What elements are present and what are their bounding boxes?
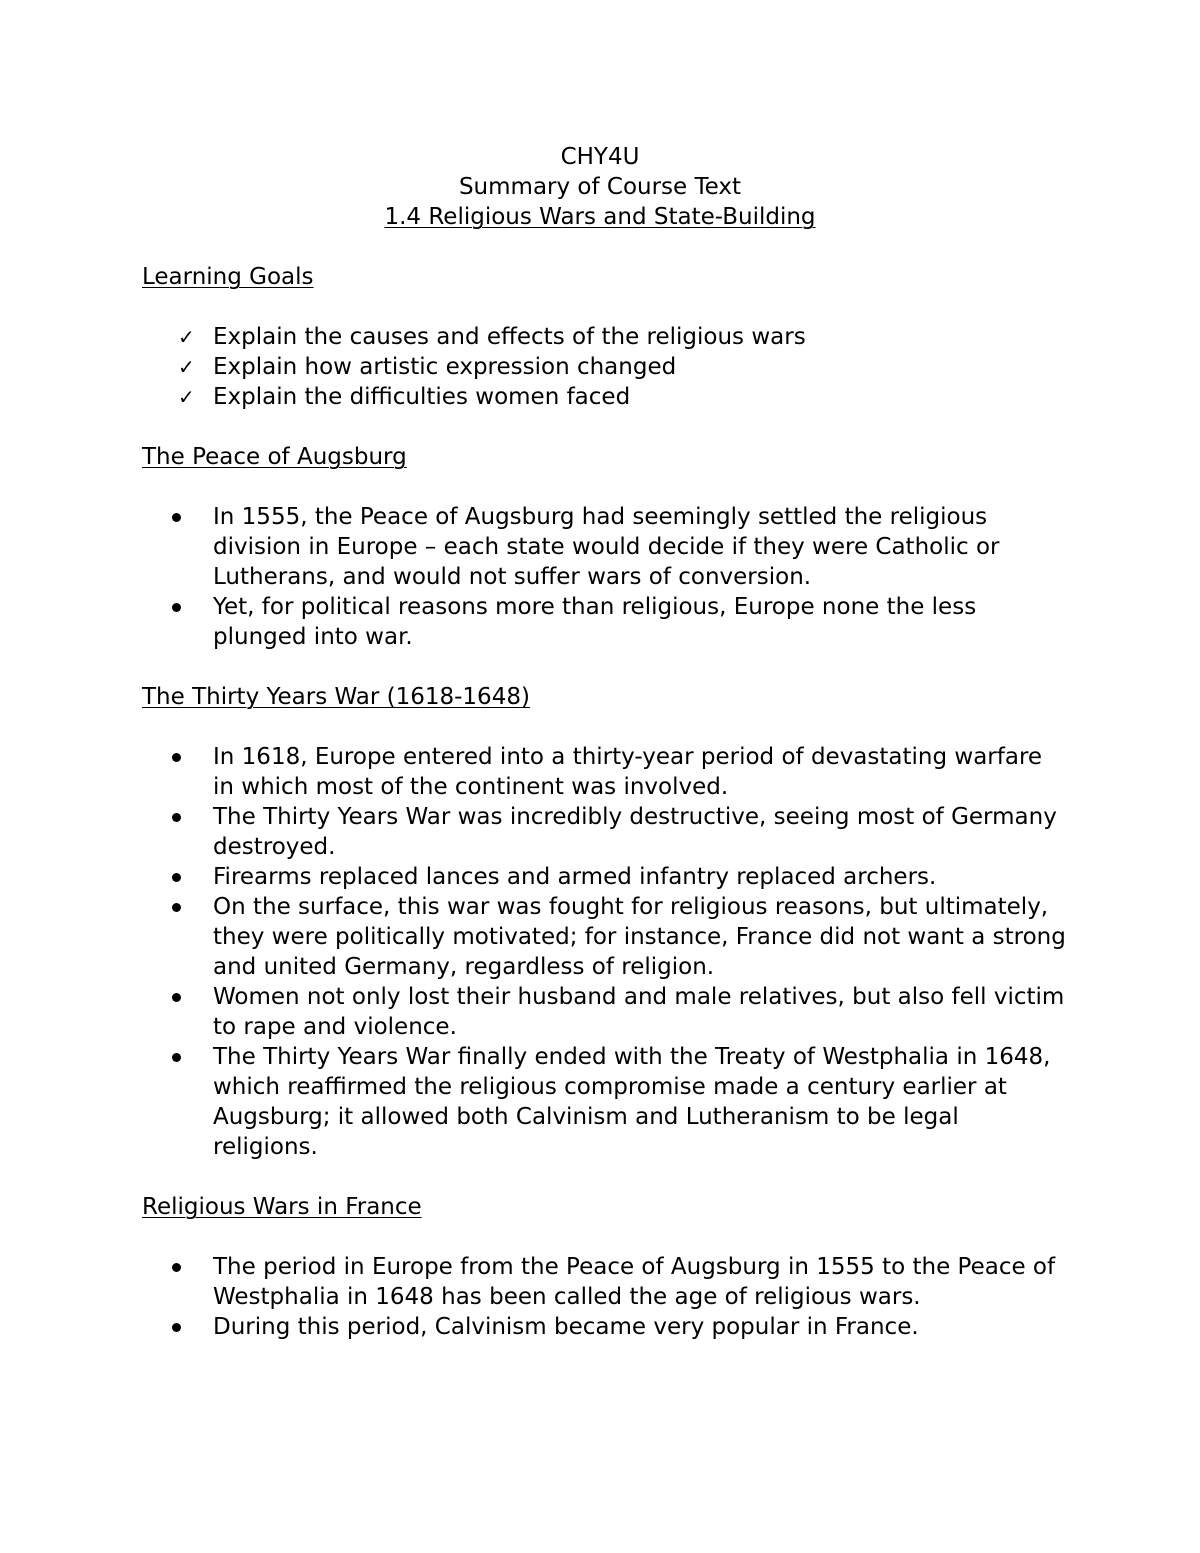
augsburg-heading: The Peace of Augsburg bbox=[142, 444, 407, 470]
list-item: ✓ Explain how artistic expression changed bbox=[178, 354, 677, 380]
list-item: On the surface, this war was fought for religious reasons, but ultimately, they were politically motivated; for instance, France did not want a strong and united Germany, regardless of religion. bbox=[142, 892, 1070, 982]
bullet-dot-icon bbox=[172, 1263, 181, 1272]
france-list bbox=[142, 1252, 1070, 1342]
list-item: Yet, for political reasons more than religious, Europe none the less plunged into war. bbox=[142, 592, 1070, 652]
course-code: CHY4U bbox=[560, 144, 640, 170]
check-mark-icon: ✓ bbox=[178, 355, 195, 379]
list-item: Firearms replaced lances and armed infantry replaced archers. bbox=[142, 862, 1070, 892]
document-subtitle: Summary of Course Text bbox=[458, 174, 742, 200]
check-mark-icon: ✓ bbox=[178, 385, 195, 409]
list-item: ✓ Explain the causes and effects of the religious wars bbox=[178, 324, 806, 350]
list-item: The Thirty Years War finally ended with the Treaty of Westphalia in 1648, which reaffirmed the religious compromise made a century earlier at Augsburg; it allowed both Calvinism and Lutheranism to be legal religions. bbox=[142, 1042, 1070, 1162]
list-item: During this period, Calvinism became very popular in France. bbox=[142, 1312, 1070, 1342]
list-item: ✓ Explain the difficulties women faced bbox=[178, 384, 631, 410]
bullet-dot-icon bbox=[172, 993, 181, 1002]
bullet-dot-icon bbox=[172, 513, 181, 522]
bullet-dot-icon bbox=[172, 903, 181, 912]
check-mark-icon: ✓ bbox=[178, 325, 195, 349]
thirty-years-list bbox=[142, 742, 1070, 1162]
bullet-dot-icon bbox=[172, 873, 181, 882]
list-item: Women not only lost their husband and male relatives, but also fell victim to rape and violence. bbox=[142, 982, 1070, 1042]
bullet-dot-icon bbox=[172, 753, 181, 762]
france-heading: Religious Wars in France bbox=[142, 1194, 422, 1220]
bullet-dot-icon bbox=[172, 813, 181, 822]
list-item: The Thirty Years War was incredibly destructive, seeing most of Germany destroyed. bbox=[142, 802, 1070, 862]
bullet-dot-icon bbox=[172, 1323, 181, 1332]
list-item: The period in Europe from the Peace of Augsburg in 1555 to the Peace of Westphalia in 1648 has been called the age of religious wars. bbox=[142, 1252, 1070, 1312]
learning-goals-list bbox=[142, 322, 1070, 412]
bullet-dot-icon bbox=[172, 603, 181, 612]
thirty-years-heading: The Thirty Years War (1618-1648) bbox=[142, 684, 530, 710]
chapter-title: 1.4 Religious Wars and State-Building bbox=[384, 204, 816, 230]
augsburg-list bbox=[142, 502, 1070, 652]
list-item: In 1618, Europe entered into a thirty-year period of devastating warfare in which most of the continent was involved. bbox=[142, 742, 1070, 802]
bullet-dot-icon bbox=[172, 1053, 181, 1062]
list-item: In 1555, the Peace of Augsburg had seemingly settled the religious division in Europe – each state would decide if they were Catholic or Lutherans, and would not suffer wars of conversion. bbox=[142, 502, 1070, 592]
learning-goals-heading: Learning Goals bbox=[142, 264, 314, 290]
document-header bbox=[0, 142, 1200, 232]
